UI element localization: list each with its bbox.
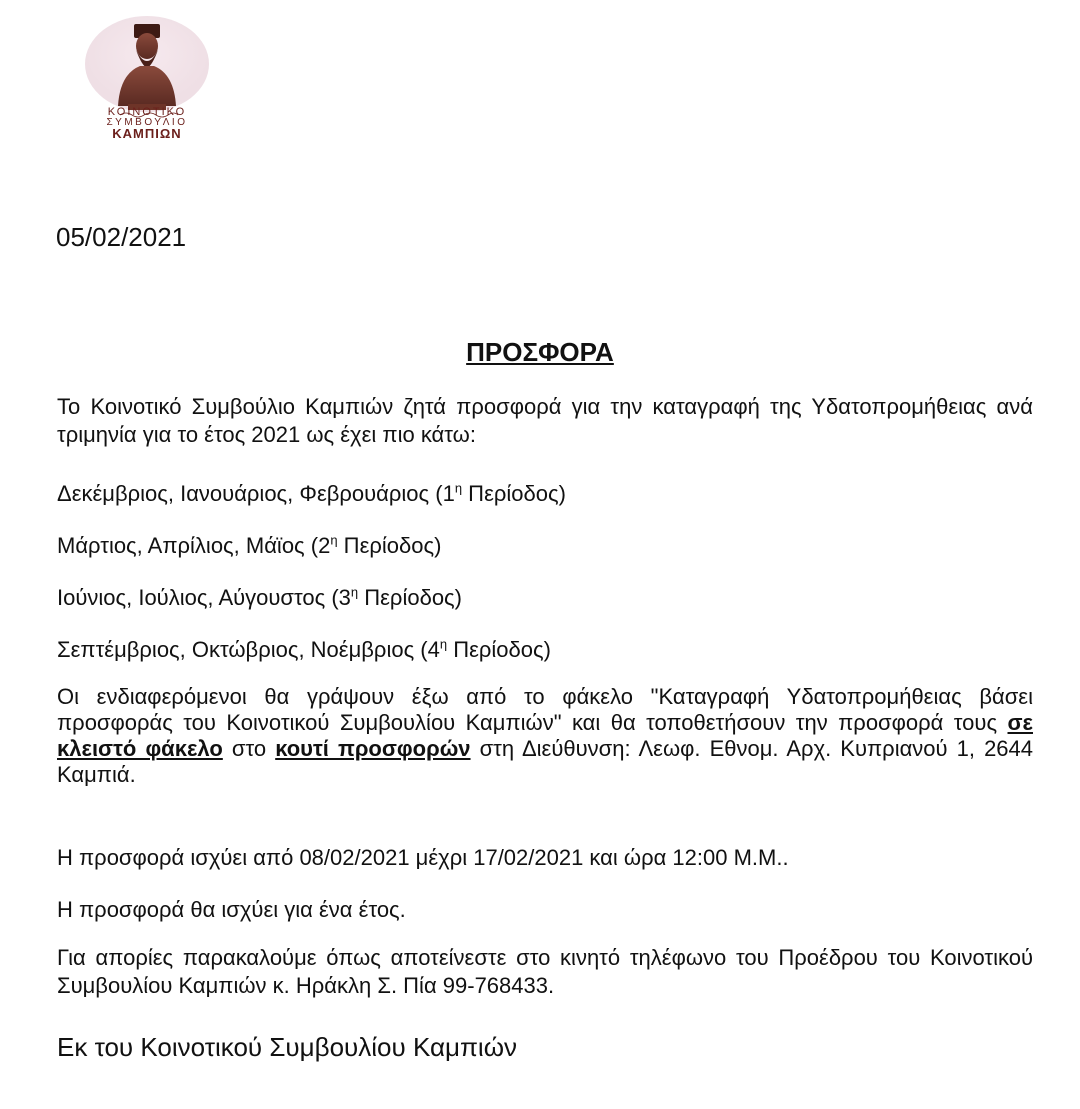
period-2-months: Μάρτιος, Απρίλιος, Μάϊος (2 <box>57 533 331 558</box>
period-2-label: Περίοδος) <box>337 533 442 558</box>
instructions-paragraph <box>57 684 1033 788</box>
period-1-ordinal: η <box>454 480 463 496</box>
duration-paragraph: Η προσφορά θα ισχύει για ένα έτος. <box>57 897 406 922</box>
logo-line-2: ΣΥΜΒΟΥΛΙΟ <box>106 117 188 128</box>
validity-paragraph: Η προσφορά ισχύει από 08/02/2021 μέχρι 17/02/2021 και ώρα 12:00 Μ.Μ.. <box>57 845 789 870</box>
period-1-months: Δεκέμβριος, Ιανουάριος, Φεβρουάριος (1 <box>57 481 455 506</box>
period-4-months: Σεπτέμβριος, Οκτώβριος, Νοέμβριος (4 <box>57 637 440 662</box>
sealed-envelope-emphasis: σε κλειστό φάκελο <box>57 710 1033 761</box>
period-1-label: Περίοδος) <box>462 481 566 506</box>
instructions-address: στη Διεύθυνση: Λεωφ. Εθνομ. Αρχ. Κυπριανού 1, 2644 Καμπιά. <box>57 736 1034 787</box>
instructions-connector: στο <box>222 736 276 761</box>
instructions-text: Οι ενδιαφερόμενοι θα γράψουν έξω από το φάκελο "Καταγραφή Υδατοπρομήθειας βάσει προσφοράς του Κοινοτικού Συμβουλίου Καμπιών" και θα τοποθετήσουν την προσφορά τους <box>57 684 1033 735</box>
logo-line-1: ΚΟΙΝΟΤΙΚΟ <box>107 106 187 118</box>
period-4-ordinal: η <box>439 636 448 652</box>
intro-paragraph: Το Κοινοτικό Συμβούλιο Καμπιών ζητά προσφορά για την καταγραφή της Υδατοπρομήθειας ανά τριμηνία για το έτος 2021 ως έχει πιο κάτω: <box>57 394 1033 447</box>
period-4-label: Περίοδος) <box>447 637 551 662</box>
signoff: Εκ του Κοινοτικού Συμβουλίου Καμπιών <box>57 1032 517 1062</box>
period-1 <box>57 480 1033 508</box>
period-3 <box>57 584 1033 612</box>
period-3-ordinal: η <box>350 584 359 600</box>
logo-line-3: ΚΑΜΠΙΩΝ <box>112 126 182 141</box>
document-date: 05/02/2021 <box>56 222 187 252</box>
contact-paragraph: Για απορίες παρακαλούμε όπως αποτείνεστε στο κινητό τηλέφωνο του Προέδρου του Κοινοτικού Συμβουλίου Καμπιών κ. Ηράκλη Σ. Πία 99-768433. <box>57 945 1033 998</box>
period-4 <box>57 636 1033 664</box>
period-2-ordinal: η <box>330 532 338 548</box>
period-2 <box>57 532 1033 560</box>
document-title: ΠΡΟΣΦΟΡΑ <box>466 337 614 367</box>
period-3-label: Περίοδος) <box>358 585 462 610</box>
offer-box-emphasis: κουτί προσφορών <box>275 736 471 761</box>
period-3-months: Ιούνιος, Ιούλιος, Αύγουστος (3 <box>57 585 351 610</box>
